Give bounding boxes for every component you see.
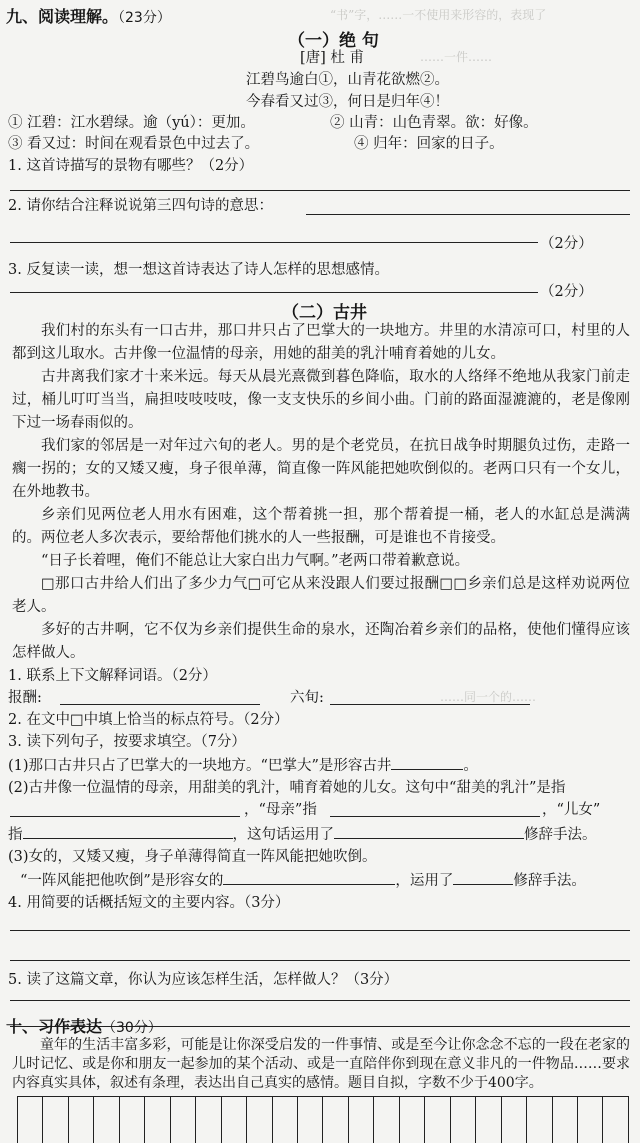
grid-cell[interactable] — [69, 1097, 94, 1143]
grid-cell[interactable] — [527, 1097, 552, 1143]
story-question-3-3-line: “一阵风能把他吹倒”是形容女的 ，运用了 修辞手法。 — [20, 870, 586, 891]
writing-prompt: 童年的生活丰富多彩，可能是让你深受启发的一件事情、或是至今让你念念不忘的一段在老家的儿时记忆、或是你和朋友一起参加的某个活动、或是一直陪伴你到现在意义非凡的一件物品……要求内容真实具体，叙述有条理，表达出自己真实的感情。题目自拟，字数不少于400字。 — [12, 1037, 630, 1091]
story-paragraph-2: 古井离我们家才十来米远。每天从晨光熹微到暮色降临，取水的人络绎不绝地从我家门前走过，桶儿叮叮当当，扁担吱吱吱吱，像一支支快乐的乡间小曲。门前的路面湿漉漉的，老是像刚下过一场春雨似的。 — [12, 369, 630, 431]
poem-question-3: 3. 反复读一读，想一想这首诗表达了诗人怎样的思想感情。 — [8, 262, 389, 278]
grid-cell[interactable] — [247, 1097, 272, 1143]
section-9-score: （23分） — [118, 10, 171, 26]
answer-line[interactable] — [10, 930, 630, 931]
story-title: （二）古井 — [282, 303, 367, 323]
grid-cell[interactable] — [451, 1097, 476, 1143]
story-paragraph-3: 我们家的邻居是一对年过六旬的老人。男的是个老党员，在抗日战争时期腿负过伤，走路一瘸一拐的；女的又矮又瘦，身子很单薄，简直像一阵风能把她吹倒似的。老两口只有一个女儿，在外地教书。 — [12, 438, 630, 500]
poem-note-3: ③ 看又过：时间在观看景色中过去了。 — [8, 136, 260, 152]
poem-author: [唐] 杜 甫 — [300, 50, 365, 66]
poem-title: （一）绝 句 — [288, 31, 379, 51]
grid-cell[interactable] — [349, 1097, 374, 1143]
answer-blank[interactable] — [23, 824, 233, 839]
poem-line-1: 江碧鸟逾白①，山青花欲燃②。 — [246, 72, 449, 88]
grid-cell[interactable] — [18, 1097, 43, 1143]
story-question-3-2-b: ，“母亲”指 — [244, 802, 317, 818]
answer-line[interactable] — [10, 242, 538, 243]
story-question-1: 1. 联系上下文解释词语。（2分） — [8, 668, 217, 684]
section-10-heading — [6, 1014, 162, 1037]
answer-line[interactable] — [330, 704, 530, 705]
section-9-heading — [6, 4, 171, 27]
story-question-4: 4. 用简要的话概括短文的主要内容。（3分） — [8, 895, 290, 911]
grid-cell[interactable] — [476, 1097, 501, 1143]
bleed-through-text: ……同一个的…… — [440, 690, 537, 704]
grid-cell[interactable] — [43, 1097, 68, 1143]
story-question-3-2-c: ，“儿女” — [542, 802, 601, 818]
answer-blank[interactable] — [453, 870, 513, 885]
story-question-3: 3. 读下列句子，按要求填空。（7分） — [8, 734, 246, 750]
story-question-1-a: 报酬: — [8, 690, 42, 706]
section-10-score: （30分） — [102, 1020, 162, 1036]
grid-cell[interactable] — [196, 1097, 221, 1143]
answer-blank[interactable] — [223, 870, 395, 885]
grid-cell[interactable] — [603, 1097, 627, 1143]
writing-grid[interactable] — [17, 1096, 629, 1143]
answer-line[interactable] — [10, 960, 630, 961]
grid-cell[interactable] — [222, 1097, 247, 1143]
story-paragraph-5: “日子长着哩，俺们不能总让大家白出力气啊。”老两口带着歉意说。 — [41, 553, 470, 569]
poem-note-2: ② 山青：山色青翠。欲：好像。 — [330, 115, 538, 131]
story-question-3-2: (2)古井像一位温情的母亲，用甜美的乳汁，哺育着她的儿女。这句中“甜美的乳汁”是指 — [8, 780, 566, 796]
grid-cell[interactable] — [374, 1097, 399, 1143]
poem-line-2: 今春看又过③，何日是归年④！ — [246, 94, 449, 110]
poem-question-2: 2. 请你结合注释说说第三四句诗的意思： — [8, 198, 273, 214]
grid-cell[interactable] — [298, 1097, 323, 1143]
section-9-title: 九、阅读理解。 — [6, 7, 119, 26]
poem-note-1: ① 江碧：江水碧绿。逾（yú）：更加。 — [8, 115, 255, 131]
grid-cell[interactable] — [145, 1097, 170, 1143]
answer-line[interactable] — [10, 816, 240, 817]
story-question-3-1: (1)那口古井只占了巴掌大的一块地方。“巴掌大”是形容古井 。 — [8, 755, 478, 776]
answer-line[interactable] — [330, 816, 540, 817]
story-paragraph-6: □那口古井给人们出了多少力气□可它从来没跟人们要过报酬□□乡亲们总是这样劝说两位老人。 — [12, 576, 630, 615]
grid-cell[interactable] — [120, 1097, 145, 1143]
grid-cell[interactable] — [273, 1097, 298, 1143]
poem-note-4: ④ 归年：回家的日子。 — [354, 136, 504, 152]
grid-cell[interactable] — [578, 1097, 603, 1143]
story-paragraph-4: 乡亲们见两位老人用水有困难，这个帮着挑一担，那个帮着提一桶，老人的水缸总是满满的。两位老人多次表示，要给帮他们挑水的人一些报酬，可是谁也不肯接受。 — [12, 507, 630, 546]
answer-blank[interactable] — [391, 755, 463, 770]
story-paragraph-7: 多好的古井啊，它不仅为乡亲们提供生命的泉水，还陶冶着乡亲们的品格，使他们懂得应该怎样做人。 — [12, 622, 630, 661]
grid-cell[interactable] — [171, 1097, 196, 1143]
grid-cell[interactable] — [553, 1097, 578, 1143]
poem-question-1: 1. 这首诗描写的景物有哪些？（2分） — [8, 158, 254, 174]
story-question-3-2-line: 指 ，这句话运用了 修辞手法。 — [8, 824, 597, 845]
answer-line[interactable] — [10, 292, 538, 293]
story-question-2: 2. 在文中□中填上恰当的标点符号。（2分） — [8, 712, 289, 728]
story-question-3-3: (3)女的，又矮又瘦，身子单薄得简直一阵风能把她吹倒。 — [8, 849, 377, 865]
bleed-through-text: ……一件…… — [420, 50, 493, 64]
poem-question-2-score: （2分） — [540, 236, 593, 252]
bleed-through-text: “书”字，……一不使用来形容的，表现了 — [330, 8, 547, 22]
story-question-5: 5. 读了这篇文章，你认为应该怎样生活，怎样做人？（3分） — [8, 972, 399, 988]
section-10-title: 十、习作表达 — [6, 1017, 103, 1036]
grid-cell[interactable] — [94, 1097, 119, 1143]
story-question-1-b: 六旬: — [290, 690, 324, 706]
answer-blank[interactable] — [334, 824, 524, 839]
grid-cell[interactable] — [502, 1097, 527, 1143]
answer-line[interactable] — [10, 1000, 630, 1001]
answer-line[interactable] — [60, 704, 260, 705]
grid-cell[interactable] — [400, 1097, 425, 1143]
grid-cell[interactable] — [323, 1097, 348, 1143]
grid-cell[interactable] — [425, 1097, 450, 1143]
poem-question-3-score: （2分） — [540, 284, 593, 300]
answer-line[interactable] — [306, 214, 630, 215]
answer-line[interactable] — [10, 190, 630, 191]
story-paragraph-1: 我们村的东头有一口古井，那口井只占了巴掌大的一块地方。井里的水清凉可口，村里的人都到这儿取水。古井像一位温情的母亲，用她的甜美的乳汁哺育着她的儿女。 — [12, 323, 630, 362]
